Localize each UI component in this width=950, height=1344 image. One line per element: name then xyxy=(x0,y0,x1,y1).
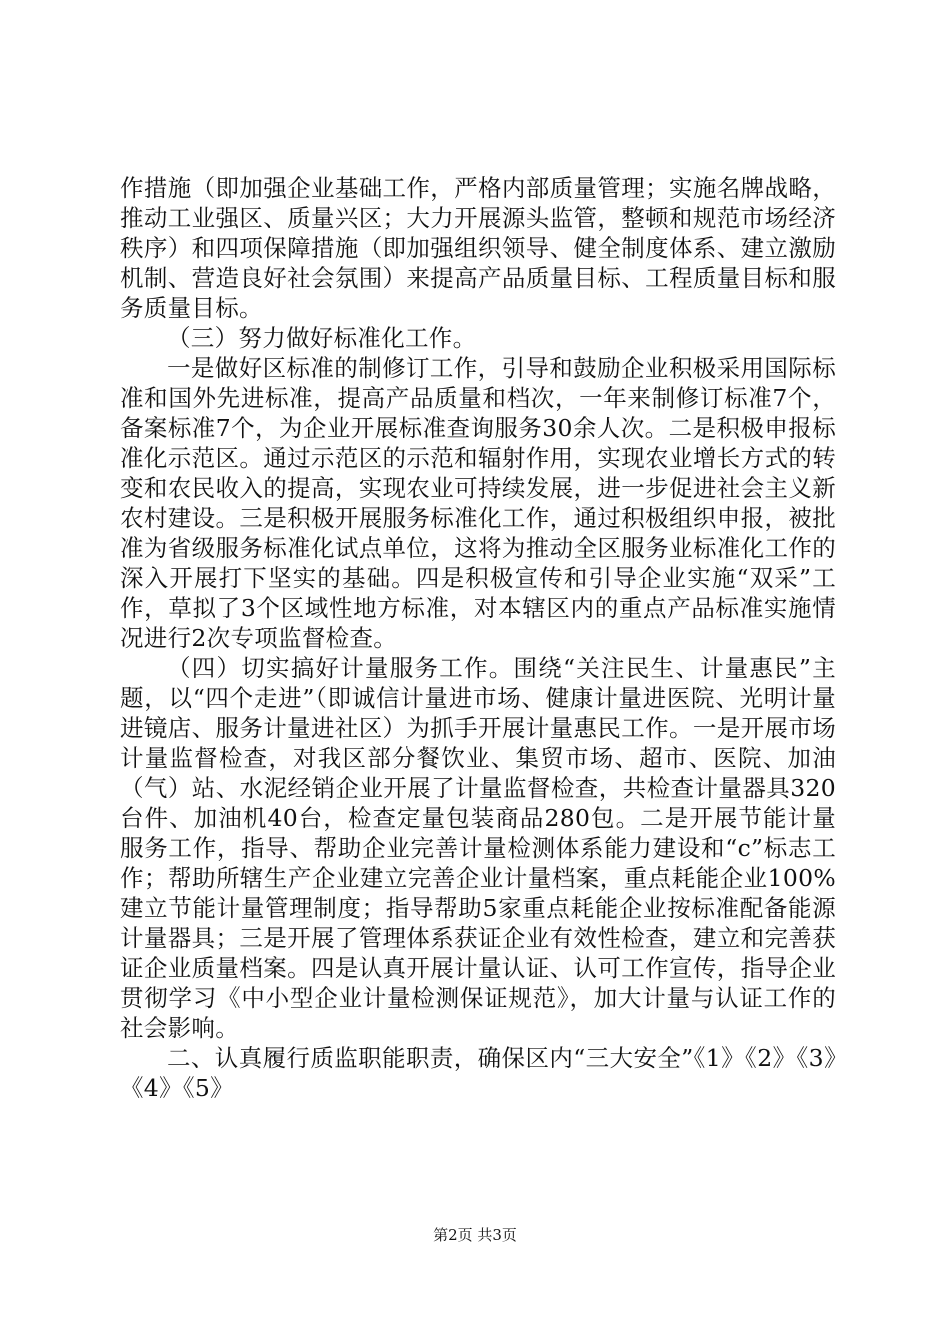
paragraph-heading-standardization: （三）努力做好标准化工作。 xyxy=(167,324,477,352)
paragraph-section-two: 二、认真履行质监职能职责，确保区内“三大安全”《1》《2》《3》《4》《5》 xyxy=(120,1044,836,1102)
body-text xyxy=(120,173,836,1103)
paragraph-continuation: 作措施（即加强企业基础工作，严格内部质量管理；实施名牌战略，推动工业强区、质量兴区；大力开展源头监管，整顿和规范市场经济秩序）和四项保障措施（即加强组织领导、健全制度体系、建立激励机制、营造良好社会氛围）来提高产品质量目标、工程质量目标和服务质量目标。 xyxy=(120,174,836,322)
paragraph-standardization: 一是做好区标准的制修订工作，引导和鼓励企业积极采用国际标准和国外先进标准，提高产品质量和档次，一年来制修订标准7个，备案标准7个，为企业开展标准查询服务30余人次。二是积极申报标准化示范区。通过示范区的示范和辐射作用，实现农业增长方式的转变和农民收入的提高，实现农业可持续发展，进一步促进社会主义新农村建设。三是积极开展服务标准化工作，通过积极组织申报，被批准为省级服务标准化试点单位，这将为推动全区服务业标准化工作的深入开展打下坚实的基础。四是积极宣传和引导企业实施“双采”工作，草拟了3个区域性地方标准，对本辖区内的重点产品标准实施情况进行2次专项监督检查。 xyxy=(120,354,836,652)
page-footer: 第2页 共3页 xyxy=(433,1226,517,1244)
paragraph-metrology: （四）切实搞好计量服务工作。围绕“关注民生、计量惠民”主题，以“四个走进”（即诚信计量进市场、健康计量进医院、光明计量进镜店、服务计量进社区）为抓手开展计量惠民工作。一是开展市场计量监督检查，对我区部分餐饮业、集贸市场、超市、医院、加油（气）站、水泥经销企业开展了计量监督检查，共检查计量器具320台件、加油机40台，检查定量包装商品280包。二是开展节能计量服务工作，指导、帮助企业完善计量检测体系能力建设和“c”标志工作；帮助所辖生产企业建立完善企业计量档案，重点耗能企业100%建立节能计量管理制度；指导帮助5家重点耗能企业按标准配备能源计量器具；三是开展了管理体系获证企业有效性检查，建立和完善获证企业质量档案。四是认真开展计量认证、认可工作宣传，指导企业贯彻学习《中小型企业计量检测保证规范》，加大计量与认证工作的社会影响。 xyxy=(120,654,836,1042)
